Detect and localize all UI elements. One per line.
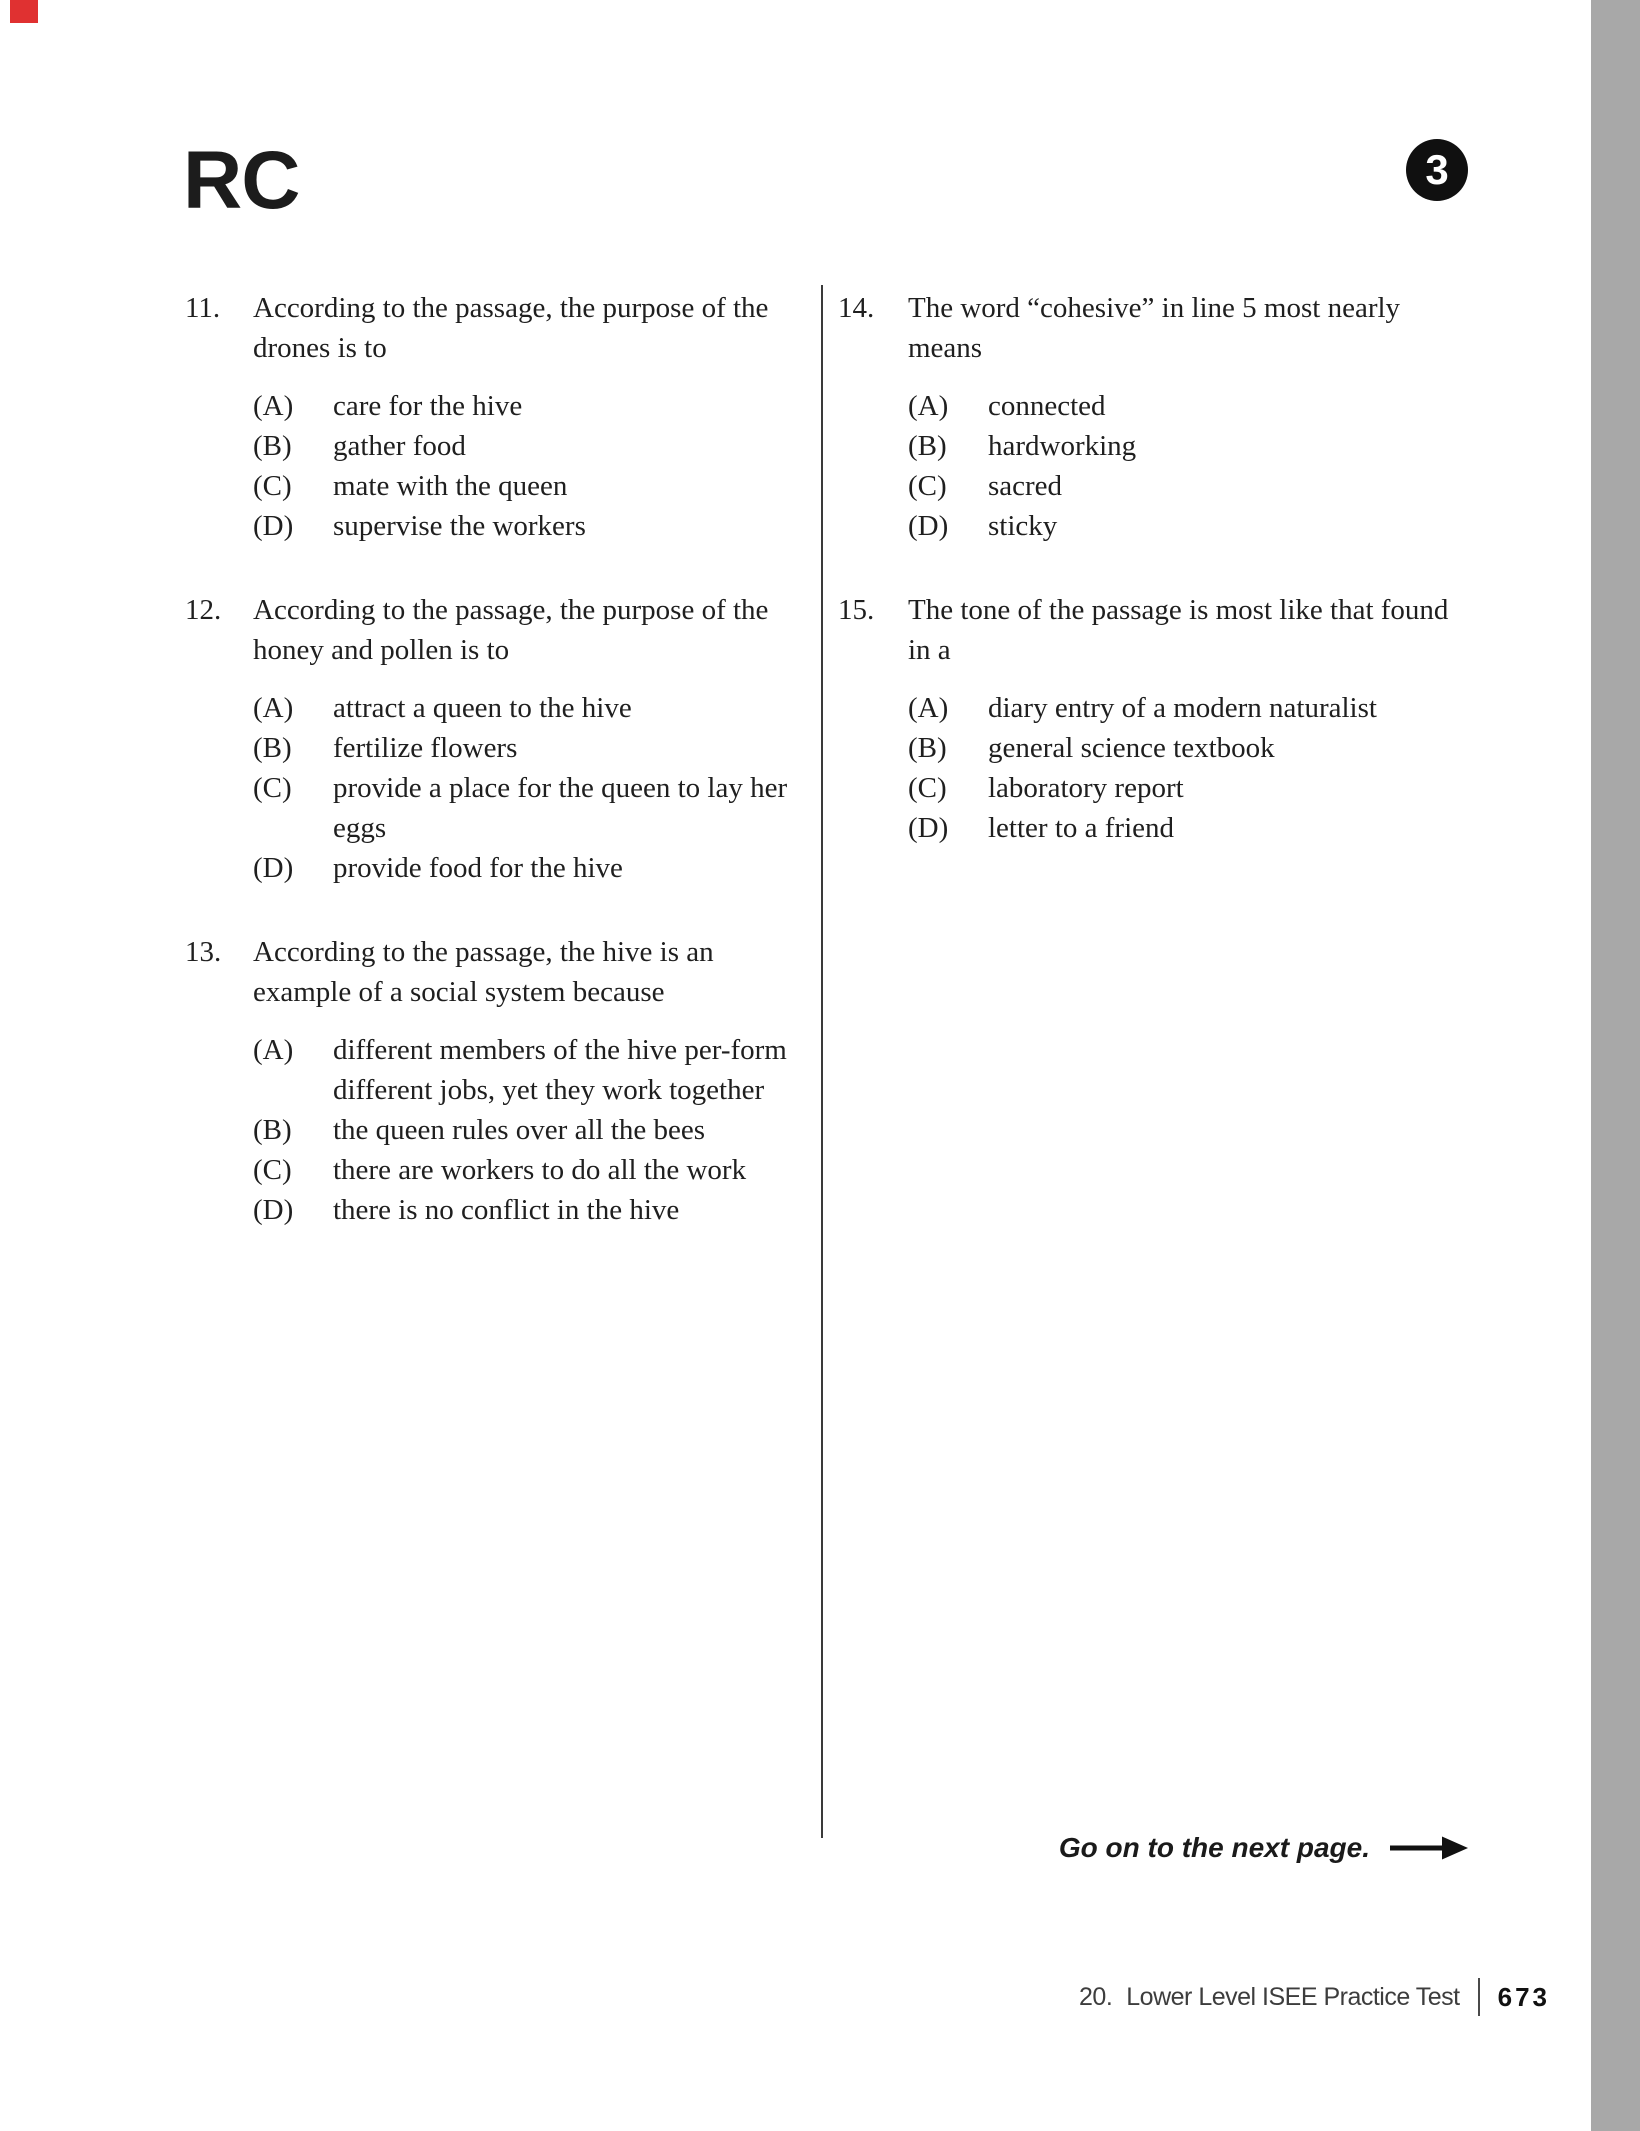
question-15 xyxy=(838,590,1458,848)
option-text: care for the hive xyxy=(333,390,523,422)
question-11 xyxy=(185,288,795,546)
option-text: general science textbook xyxy=(988,732,1275,764)
question-head xyxy=(185,288,795,368)
option-text: supervise the workers xyxy=(333,510,586,542)
option-row xyxy=(908,426,1458,466)
option-row xyxy=(253,768,795,848)
option-row xyxy=(908,506,1458,546)
option-row xyxy=(253,1150,795,1190)
option-text: provide food for the hive xyxy=(333,852,623,884)
page-number: 673 xyxy=(1497,1981,1550,2012)
option-letter: (A) xyxy=(253,692,294,724)
option-text: there are workers to do all the work xyxy=(333,1154,747,1186)
option-letter: (D) xyxy=(908,510,949,542)
option-letter: (C) xyxy=(908,772,947,804)
question-number: 15. xyxy=(838,594,875,626)
question-text: According to the passage, the hive is an example of a social system because xyxy=(253,936,714,1008)
next-page-arrow-icon xyxy=(1390,1835,1468,1861)
questions-column-left xyxy=(185,288,795,1274)
question-head xyxy=(185,932,795,1012)
questions-column-right xyxy=(838,288,1458,892)
question-text: The word “cohesive” in line 5 most nearly means xyxy=(908,292,1401,364)
option-letter: (A) xyxy=(908,692,949,724)
question-number: 13. xyxy=(185,936,222,968)
option-letter: (D) xyxy=(908,812,949,844)
option-text: sacred xyxy=(988,470,1063,502)
option-row xyxy=(253,848,795,888)
option-row xyxy=(253,1110,795,1150)
option-text: hardworking xyxy=(988,430,1137,462)
section-number: 3 xyxy=(1425,146,1449,193)
option-letter: (B) xyxy=(253,1114,292,1146)
option-text: attract a queen to the hive xyxy=(333,692,632,724)
option-row xyxy=(908,466,1458,506)
column-divider xyxy=(821,285,823,1838)
option-text: diary entry of a modern naturalist xyxy=(988,692,1377,724)
option-text: there is no conflict in the hive xyxy=(333,1194,680,1226)
options-list xyxy=(253,1030,795,1230)
footer-divider xyxy=(1478,1978,1480,2016)
option-text: letter to a friend xyxy=(988,812,1174,844)
option-text: provide a place for the queen to lay her eggs xyxy=(333,772,788,844)
option-row xyxy=(908,768,1458,808)
option-text: laboratory report xyxy=(988,772,1184,804)
footer xyxy=(0,1978,1550,2016)
option-letter: (B) xyxy=(908,430,947,462)
question-13 xyxy=(185,932,795,1230)
question-head xyxy=(185,590,795,670)
option-row xyxy=(908,688,1458,728)
option-text: sticky xyxy=(988,510,1058,542)
option-letter: (B) xyxy=(253,430,292,462)
section-number-badge xyxy=(1406,139,1468,201)
option-row xyxy=(908,386,1458,426)
option-row xyxy=(253,426,795,466)
footer-chapter-title: Lower Level ISEE Practice Test xyxy=(1126,1982,1460,2011)
option-text: different members of the hive per-form different jobs, yet they work together xyxy=(333,1034,787,1106)
options-list xyxy=(253,688,795,888)
option-letter: (D) xyxy=(253,852,294,884)
option-letter: (C) xyxy=(908,470,947,502)
question-text: The tone of the passage is most like that found in a xyxy=(908,594,1449,666)
question-number: 14. xyxy=(838,292,875,324)
question-number: 12. xyxy=(185,594,222,626)
option-text: the queen rules over all the bees xyxy=(333,1114,706,1146)
question-text: According to the passage, the purpose of the honey and pollen is to xyxy=(253,594,769,666)
page-edge-bar xyxy=(1591,0,1640,2131)
option-row xyxy=(253,466,795,506)
option-row xyxy=(908,808,1458,848)
option-row xyxy=(253,728,795,768)
option-letter: (A) xyxy=(253,390,294,422)
question-number: 11. xyxy=(185,292,221,324)
option-text: mate with the queen xyxy=(333,470,568,502)
section-label: RC xyxy=(183,135,300,226)
question-14 xyxy=(838,288,1458,546)
option-row xyxy=(253,1030,795,1110)
option-text: gather food xyxy=(333,430,466,462)
bleed-tab-red xyxy=(10,0,38,23)
question-head xyxy=(838,288,1458,368)
options-list xyxy=(908,688,1458,848)
option-letter: (B) xyxy=(908,732,947,764)
options-list xyxy=(253,386,795,546)
option-row xyxy=(253,1190,795,1230)
option-text: fertilize flowers xyxy=(333,732,518,764)
question-head xyxy=(838,590,1458,670)
option-letter: (B) xyxy=(253,732,292,764)
go-on-text: Go on to the next page. xyxy=(1058,1832,1370,1863)
go-on-directive xyxy=(900,1832,1468,1864)
option-letter: (A) xyxy=(908,390,949,422)
options-list xyxy=(908,386,1458,546)
option-row xyxy=(908,728,1458,768)
question-text: According to the passage, the purpose of the drones is to xyxy=(253,292,769,364)
footer-chapter-number: 20. xyxy=(1079,1982,1113,2011)
question-12 xyxy=(185,590,795,888)
option-letter: (C) xyxy=(253,470,292,502)
option-text: connected xyxy=(988,390,1106,422)
option-row xyxy=(253,688,795,728)
option-letter: (C) xyxy=(253,772,292,804)
option-letter: (A) xyxy=(253,1034,294,1066)
option-row xyxy=(253,506,795,546)
option-letter: (D) xyxy=(253,510,294,542)
option-letter: (C) xyxy=(253,1154,292,1186)
option-letter: (D) xyxy=(253,1194,294,1226)
option-row xyxy=(253,386,795,426)
